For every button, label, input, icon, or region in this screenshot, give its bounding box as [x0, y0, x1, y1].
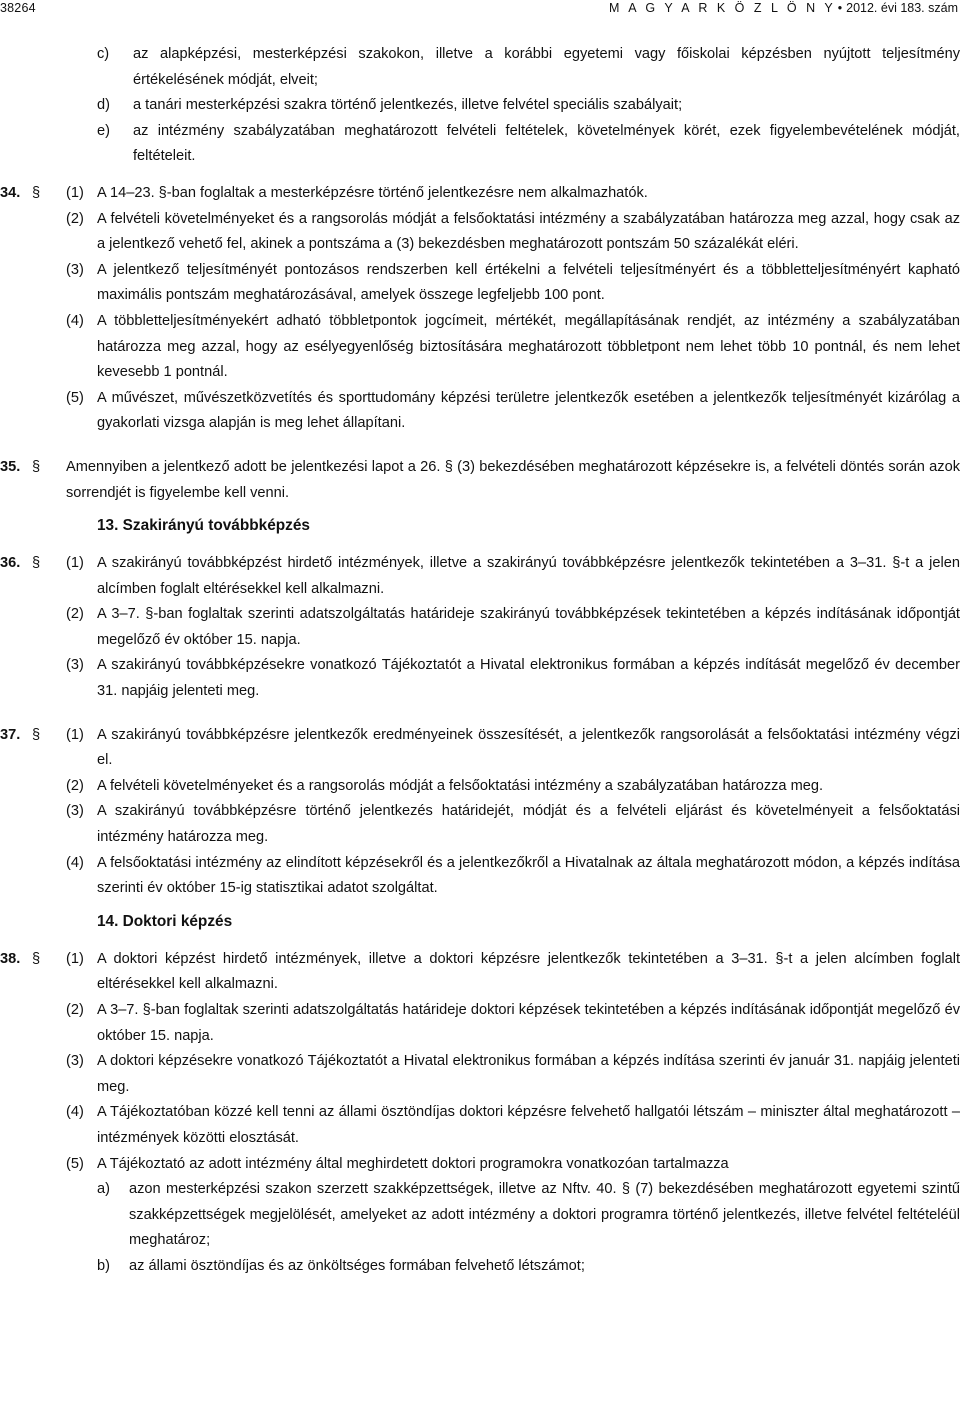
subsection-text: A 14–23. §-ban foglaltak a mesterképzésre történő jelentkezésre nem alkalmazhatók.	[97, 184, 648, 201]
document-body	[0, 42, 960, 1280]
list-item	[97, 42, 960, 93]
paragraph-38	[0, 947, 960, 1280]
item-text: azon mesterképzési szakon szerzett szakképzettségek, illetve az Nftv. 40. § (7) bekezdésében meghatározott egyetemi szintű szakképzettségek megjelölését, amelyeket az adott intézmény a doktori programra történő jelentkezés, illetve felvétel feltételéül meghatároz;	[129, 1181, 960, 1249]
issue-label: 2012. évi 183. szám	[846, 1, 958, 15]
subsection-number: (2)	[66, 210, 84, 227]
subsection-number: (3)	[66, 261, 84, 278]
publication-name: M A G Y A R K Ö Z L Ö N Y	[609, 1, 836, 15]
subsection-text: A Tájékoztató az adott intézmény által meghirdetett doktori programokra vonatkozóan tartalmazza	[97, 1155, 729, 1172]
subsection-number: (1)	[66, 950, 84, 967]
subsection-text: A Tájékoztatóban közzé kell tenni az állami ösztöndíjas doktori képzésre felvehető hallgatói létszám – miniszter által meghatározott – intézmények közötti elosztását.	[97, 1104, 960, 1146]
subsection	[66, 774, 960, 800]
subsection-number: (4)	[66, 312, 84, 329]
subsection-number: (2)	[66, 1002, 84, 1018]
subsection-number: (5)	[66, 389, 84, 406]
subsection-text: A szakirányú továbbképzést hirdető intézmények, illetve a szakirányú továbbképzésre jelentkezők tekintetében a 3–31. §-t a jelen alcímben foglalt eltérésekkel kell alkalmazni.	[97, 555, 960, 597]
item-letter: e)	[97, 122, 110, 139]
paragraph-number: 35.	[0, 458, 21, 475]
section-symbol: §	[32, 555, 41, 572]
subsection-number: (1)	[66, 184, 84, 201]
paragraph-number: 38.	[0, 950, 21, 967]
subsection	[66, 1100, 960, 1151]
subsection-text: A többletteljesítményekért adható többletpontok jogcímeit, mértékét, megállapításának rendjét, az intézmény a szabályzatában határozza meg azzal, hogy az esélyegyenlőség biztosítására meghatározott többletpont nem lehet több 10 pontnál, és nem lehet kevesebb 1 pontnál.	[97, 312, 960, 381]
subsection-number: (3)	[66, 803, 84, 820]
section-symbol: §	[32, 950, 41, 967]
page-number: 38264	[0, 1, 36, 15]
item-letter: b)	[97, 1257, 110, 1274]
subsection-text: A szakirányú továbbképzésre jelentkezők eredményeinek összesítését, a jelentkezők rangsorolását a felsőoktatási intézmény végzi el.	[97, 726, 960, 769]
subsection-text: A szakirányú továbbképzésre történő jelentkezés határidejét, módját és a felvételi eljárást és követelményeit a felsőoktatási intézmény határozza meg.	[97, 803, 960, 846]
subsection	[66, 851, 960, 902]
subsection-number: (1)	[66, 726, 84, 743]
subsection-text: A 3–7. §-ban foglaltak szerinti adatszolgáltatás határideje szakirányú továbbképzések tekintetében a képzés indításának időpontját megelőző év október 15. napja.	[97, 606, 960, 648]
section-symbol: §	[32, 184, 41, 201]
subsection-text: A felvételi követelményeket és a rangsorolás módját a felsőoktatási intézmény a szabályzatában határozza meg azzal, hogy csak az a jelentkező vehető fel, akinek a pontszáma a (3) bekezdésben meghatározott pontszám 50 százalékát eléri.	[97, 210, 960, 253]
item-text: a tanári mesterképzési szakra történő jelentkezés, illetve felvétel speciális szabályait;	[133, 97, 683, 114]
subsection	[66, 653, 960, 704]
item-text: az alapképzési, mesterképzési szakokon, illetve a korábbi egyetemi vagy főiskolai képzésben nyújtott teljesítmény értékelésének módját, elveit;	[133, 46, 960, 88]
subsection	[66, 1152, 960, 1280]
paragraph-number: 36.	[0, 555, 21, 572]
item-letter: c)	[97, 46, 110, 62]
subsection-text: A jelentkező teljesítményét pontozásos rendszerben kell értékelni a felvételi teljesítményért és a többletteljesítményért kapható maximális pontszám meghatározásával, amelyek összege legfeljebb 100 pont.	[97, 261, 960, 304]
subsection-text: A szakirányú továbbképzésekre vonatkozó Tájékoztatót a Hivatal elektronikus formában a képzés indítását megelőző év december 31. napjáig jelenteti meg.	[97, 657, 960, 700]
subsection	[66, 551, 960, 602]
paragraph-34	[0, 181, 960, 437]
subsection-number: (4)	[66, 854, 84, 871]
item-text: az állami ösztöndíjas és az önköltséges formában felvehető létszámot;	[129, 1257, 585, 1274]
paragraph-number: 34.	[0, 184, 21, 201]
subsection	[66, 602, 960, 653]
item-letter: a)	[97, 1181, 110, 1198]
subsection-text: A doktori képzésekre vonatkozó Tájékoztatót a Hivatal elektronikus formában a képzés indítása szerinti év január 31. napjáig jelenteti meg.	[97, 1053, 960, 1095]
subsection-text: A felvételi követelményeket és a rangsorolás módját a felsőoktatási intézmény a szabályzatában határozza meg.	[97, 777, 824, 794]
subsection	[66, 947, 960, 998]
subsection-text: A doktori képzést hirdető intézmények, illetve a doktori képzésre jelentkezők tekintetében a 3–31. §-t a jelen alcímben foglalt eltérésekkel kell alkalmazni.	[97, 950, 960, 993]
section-heading: 14. Doktori képzés	[97, 912, 233, 930]
subsection	[66, 998, 960, 1049]
paragraph-text: Amennyiben a jelentkező adott be jelentkezési lapot a 26. § (3) bekezdésében meghatározott képzésekre is, a felvételi döntés során azok sorrendjét is figyelembe kell venni.	[66, 458, 960, 501]
subsection-text: A művészet, művészetközvetítés és sporttudomány képzési területre jelentkezők esetében a jelentkezők teljesítményét kizárólag a gyakorlati vizsga alapján is meg lehet állapítani.	[97, 389, 960, 432]
list-item	[97, 1177, 960, 1254]
subsection-number: (2)	[66, 777, 84, 794]
paragraph-35	[0, 455, 960, 506]
subsection	[66, 309, 960, 386]
subsection-number: (5)	[66, 1155, 84, 1172]
subsection	[66, 258, 960, 309]
subsection	[66, 723, 960, 774]
subsection-text: A 3–7. §-ban foglaltak szerinti adatszolgáltatás határideje doktori képzések tekintetében a képzés indításának időpontját megelőző év október 15. napja.	[97, 1002, 960, 1044]
subsection	[66, 181, 960, 207]
subsection-number: (1)	[66, 555, 84, 572]
section-heading: 13. Szakirányú továbbképzés	[97, 517, 310, 535]
subsection	[66, 799, 960, 850]
page-header	[0, 0, 960, 16]
subsection	[66, 1049, 960, 1100]
subsection-number: (4)	[66, 1104, 84, 1121]
paragraph-36	[0, 551, 960, 705]
subsection-text: A felsőoktatási intézmény az elindított képzésekről és a jelentkezőkről a Hivatalnak az általa meghatározott módon, a képzés indítása szerinti év október 15-ig statisztikai adatot szolgáltat.	[97, 854, 960, 897]
item-text: az intézmény szabályzatában meghatározott felvételi feltételek, követelmények körét, ezek figyelembevételének módját, feltételeit.	[133, 122, 960, 165]
subsection	[66, 386, 960, 437]
list-item	[97, 1254, 960, 1280]
paragraph-number: 37.	[0, 726, 21, 743]
subsection-number: (3)	[66, 657, 84, 674]
subsection	[66, 207, 960, 258]
running-title	[609, 1, 958, 15]
item-letter: d)	[97, 97, 110, 114]
section-symbol: §	[32, 458, 41, 475]
list-item	[97, 119, 960, 170]
section-symbol: §	[32, 726, 41, 743]
subsection-number: (3)	[66, 1053, 84, 1070]
subsection-number: (2)	[66, 606, 84, 623]
list-item	[97, 93, 960, 119]
bullet-separator: •	[837, 1, 843, 15]
paragraph-37	[0, 723, 960, 902]
